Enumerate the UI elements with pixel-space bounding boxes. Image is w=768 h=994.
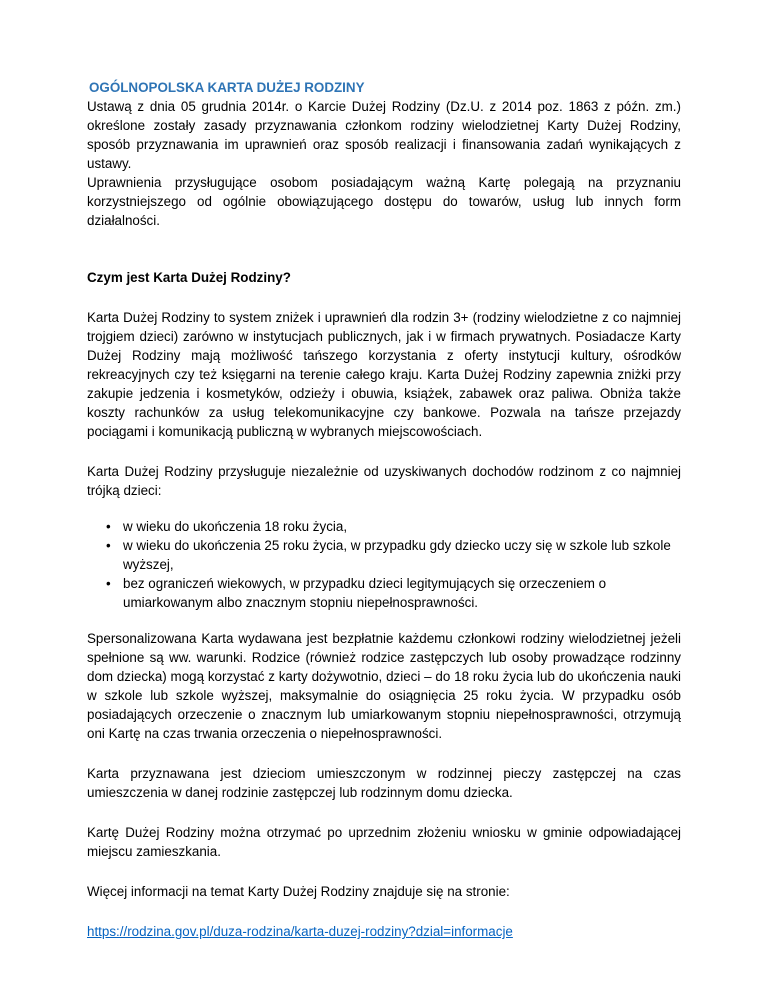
paragraph-system-description: Karta Dużej Rodziny to system zniżek i uprawnień dla rodzin 3+ (rodziny wielodzietne z co najmniej trojgiem dzieci) zarówno w instytucjach publicznych, jak i w firmach prywatnych. Posiadacze Karty Dużej Rodziny mają możliwość tańszego korzystania z oferty instytucji kultury, ośrodków rekreacyjnych czy też księgarni na terenie całego kraju. Karta Dużej Rodziny zapewnia zniżki przy zakupie jedzenia i kosmetyków, odzieży i obuwia, książek, zabawek oraz paliwa. Obniża także koszty rachunków za usług telekomunikacyjne czy bankowe. Pozwala na tańsze przejazdy pociągami i komunikacją publiczną w wybranych miejscowościach. (87, 310, 681, 439)
document-title: OGÓLNOPOLSKA KARTA DUŻEJ RODZINY (89, 80, 365, 95)
bullet-icon: • (106, 538, 111, 553)
list-item-text: w wieku do ukończenia 18 roku życia, (123, 519, 348, 534)
paragraph-foster-care: Karta przyznawana jest dzieciom umieszczonym w rodzinnej pieczy zastępczej na czas umieszczenia w danej rodzinie zastępczej lub rodzinnym domu dziecka. (87, 766, 681, 800)
info-link[interactable]: https://rodzina.gov.pl/duza-rodzina/karta-duzej-rodziny?dzial=informacje (87, 924, 513, 939)
list-item-text: bez ograniczeń wiekowych, w przypadku dzieci legitymujących się orzeczeniem o umiarkowanym albo znacznym stopniu niepełnosprawności. (123, 576, 607, 610)
intro-paragraph-1: Ustawą z dnia 05 grudnia 2014r. o Karcie Dużej Rodziny (Dz.U. z 2014 poz. 1863 z późn. zm.) określone zostały zasady przyznawania członkom rodziny wielodzietnej Karty Dużej Rodziny, sposób przyznawania im uprawnień oraz sposób realizacji i finansowania zadań wynikających z ustawy. (87, 99, 681, 171)
paragraph-how-to-obtain: Kartę Dużej Rodziny można otrzymać po uprzednim złożeniu wniosku w gminie odpowiadającej miejscu zamieszkania. (87, 825, 681, 859)
info-link-paragraph (87, 922, 681, 941)
paragraph-eligibility: Karta Dużej Rodziny przysługuje niezależnie od uzyskiwanych dochodów rodzinom z co najmniej trójką dzieci: (87, 464, 681, 498)
eligibility-list (87, 517, 681, 612)
section-heading: Czym jest Karta Dużej Rodziny? (87, 270, 291, 285)
paragraph-more-info: Więcej informacji na temat Karty Dużej Rodziny znajduje się na stronie: (87, 884, 510, 899)
paragraph-personalized-card: Spersonalizowana Karta wydawana jest bezpłatnie każdemu członkowi rodziny wielodzietnej jeżeli spełnione są ww. warunki. Rodzice (również rodzice zastępczych lub osoby prowadzące rodzinny dom dziecka) mogą korzystać z karty dożywotnio, dzieci – do 18 roku życia lub do ukończenia nauki w szkole lub szkole wyższej, maksymalnie do osiągnięcia 25 roku życia. W przypadku osób posiadających orzeczenie o znacznym lub umiarkowanym stopniu niepełnosprawności, otrzymują oni Kartę na czas trwania orzeczenia o niepełnosprawności. (87, 631, 681, 741)
list-item (87, 536, 681, 574)
document-content (87, 78, 681, 941)
intro-paragraph-2: Uprawnienia przysługujące osobom posiadającym ważną Kartę polegają na przyznaniu korzystniejszego od ogólnie obowiązującego dostępu do towarów, usług lub innych form działalności. (87, 175, 681, 228)
list-item (87, 574, 681, 612)
bullet-icon: • (106, 576, 111, 591)
bullet-icon: • (106, 519, 111, 534)
list-item (87, 517, 681, 536)
list-item-text: w wieku do ukończenia 25 roku życia, w przypadku gdy dziecko uczy się w szkole lub szkole wyższej, (123, 538, 671, 572)
